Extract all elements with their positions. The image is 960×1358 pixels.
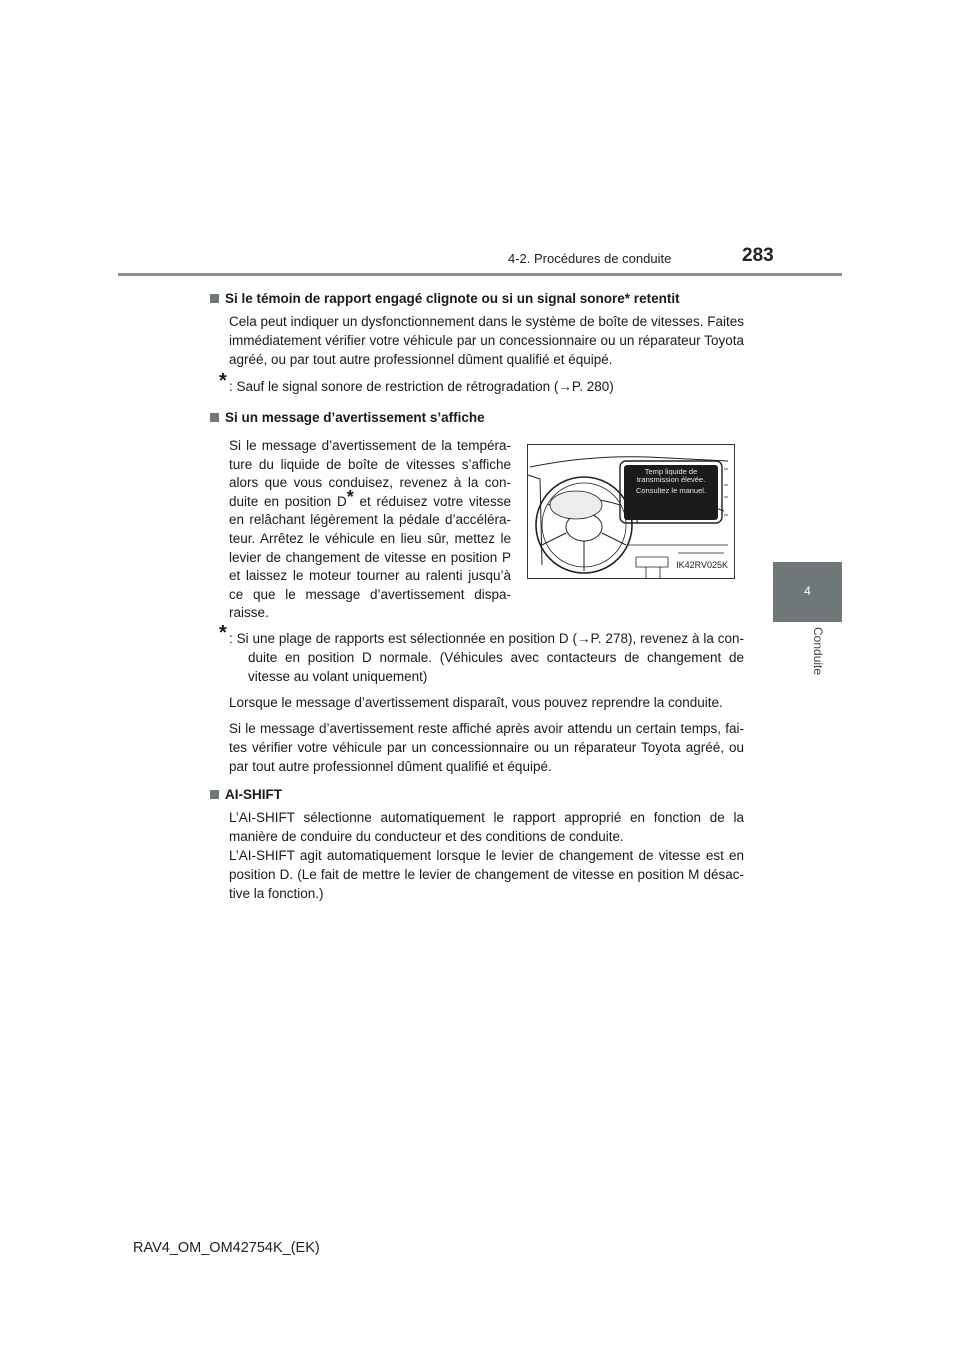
warning-message-line: Temp liquide de transmission élevée.	[636, 467, 706, 484]
text-with-figure	[229, 437, 744, 623]
asterisk-marker: *	[346, 486, 354, 507]
footnote	[219, 370, 744, 396]
chapter-label-tab	[773, 625, 842, 703]
footnote-text: : Si une plage de rapports est sélectionnée en position D (→P. 278), revenez à la con-duite en position D normale. (Véhicules avec contacteurs de changement de vitesse au volant uniquement)	[229, 630, 744, 684]
page-body	[210, 283, 744, 903]
footer-model-code: RAV4_OM_OM42754K_(EK)	[133, 1240, 320, 1256]
header-divider	[118, 273, 842, 276]
asterisk-marker: *	[219, 370, 227, 392]
asterisk-marker: *	[219, 621, 227, 644]
chapter-tab[interactable]	[773, 562, 842, 622]
square-bullet-icon	[210, 294, 219, 303]
figure-code: IK42RV025K	[676, 560, 728, 570]
paragraph: Cela peut indiquer un dysfonctionnement dans le système de boîte de vitesses. Faites immédiatement vérifier votre véhicule par un concessionnaire ou un réparateur Toyota agréé, ou par tout autre professionnel dûment qualifié et équipé.	[229, 314, 744, 367]
chapter-label: Conduite	[811, 627, 825, 676]
chapter-number: 4	[804, 584, 811, 598]
dashboard-illustration	[527, 444, 735, 579]
square-bullet-icon	[210, 413, 219, 422]
paragraph: Lorsque le message d’avertissement disparaît, vous pouvez reprendre la conduite.	[229, 694, 723, 710]
section-title: 4-2. Procédures de conduite	[508, 251, 672, 266]
paragraph: L’AI-SHIFT agit automatiquement lorsque le levier de changement de vitesse est en position D. (Le fait de mettre le levier de changement de vitesse en position M désac-tive la fonction.)	[229, 847, 744, 901]
section-heading: AI-SHIFT	[210, 785, 744, 804]
warning-message-display	[624, 465, 718, 520]
paragraph: L’AI-SHIFT sélectionne automatiquement le rapport approprié en fonction de la manière de conduire du conducteur et des conditions de conduite.	[229, 809, 744, 844]
footnote	[219, 621, 744, 686]
paragraph: Si le message d’avertissement de la tempéra-ture du liquide de boîte de vitesses s’affiche alors que vous conduisez, revenez à la con-duite en position D* et réduisez votre vitesse en relâchant légèrement la pédale d’accéléra-teur. Arrêtez le véhicule en lieu sûr, mettez le levier de changement de vitesse en position P et laissez le moteur tourner au ralenti jusqu’à ce que le message d’avertissement dispa-raisse.	[229, 438, 511, 621]
footnote-text: : Sauf le signal sonore de restriction de rétrogradation (→P. 280)	[229, 379, 614, 394]
paragraph: Si le message d’avertissement reste affiché après avoir attendu un certain temps, fai-tes vérifier votre véhicule par un concessionnaire ou un réparateur Toyota agréé, ou par tout autre professionnel dûment qualifié et équipé.	[229, 720, 744, 774]
section-heading: Si le témoin de rapport engagé clignote ou si un signal sonore* retentit	[210, 289, 744, 308]
section-heading: Si un message d’avertissement s’affiche	[210, 408, 744, 427]
square-bullet-icon	[210, 790, 219, 799]
page-number: 283	[742, 245, 774, 266]
warning-message-line: Consultez le manuel.	[635, 486, 707, 495]
